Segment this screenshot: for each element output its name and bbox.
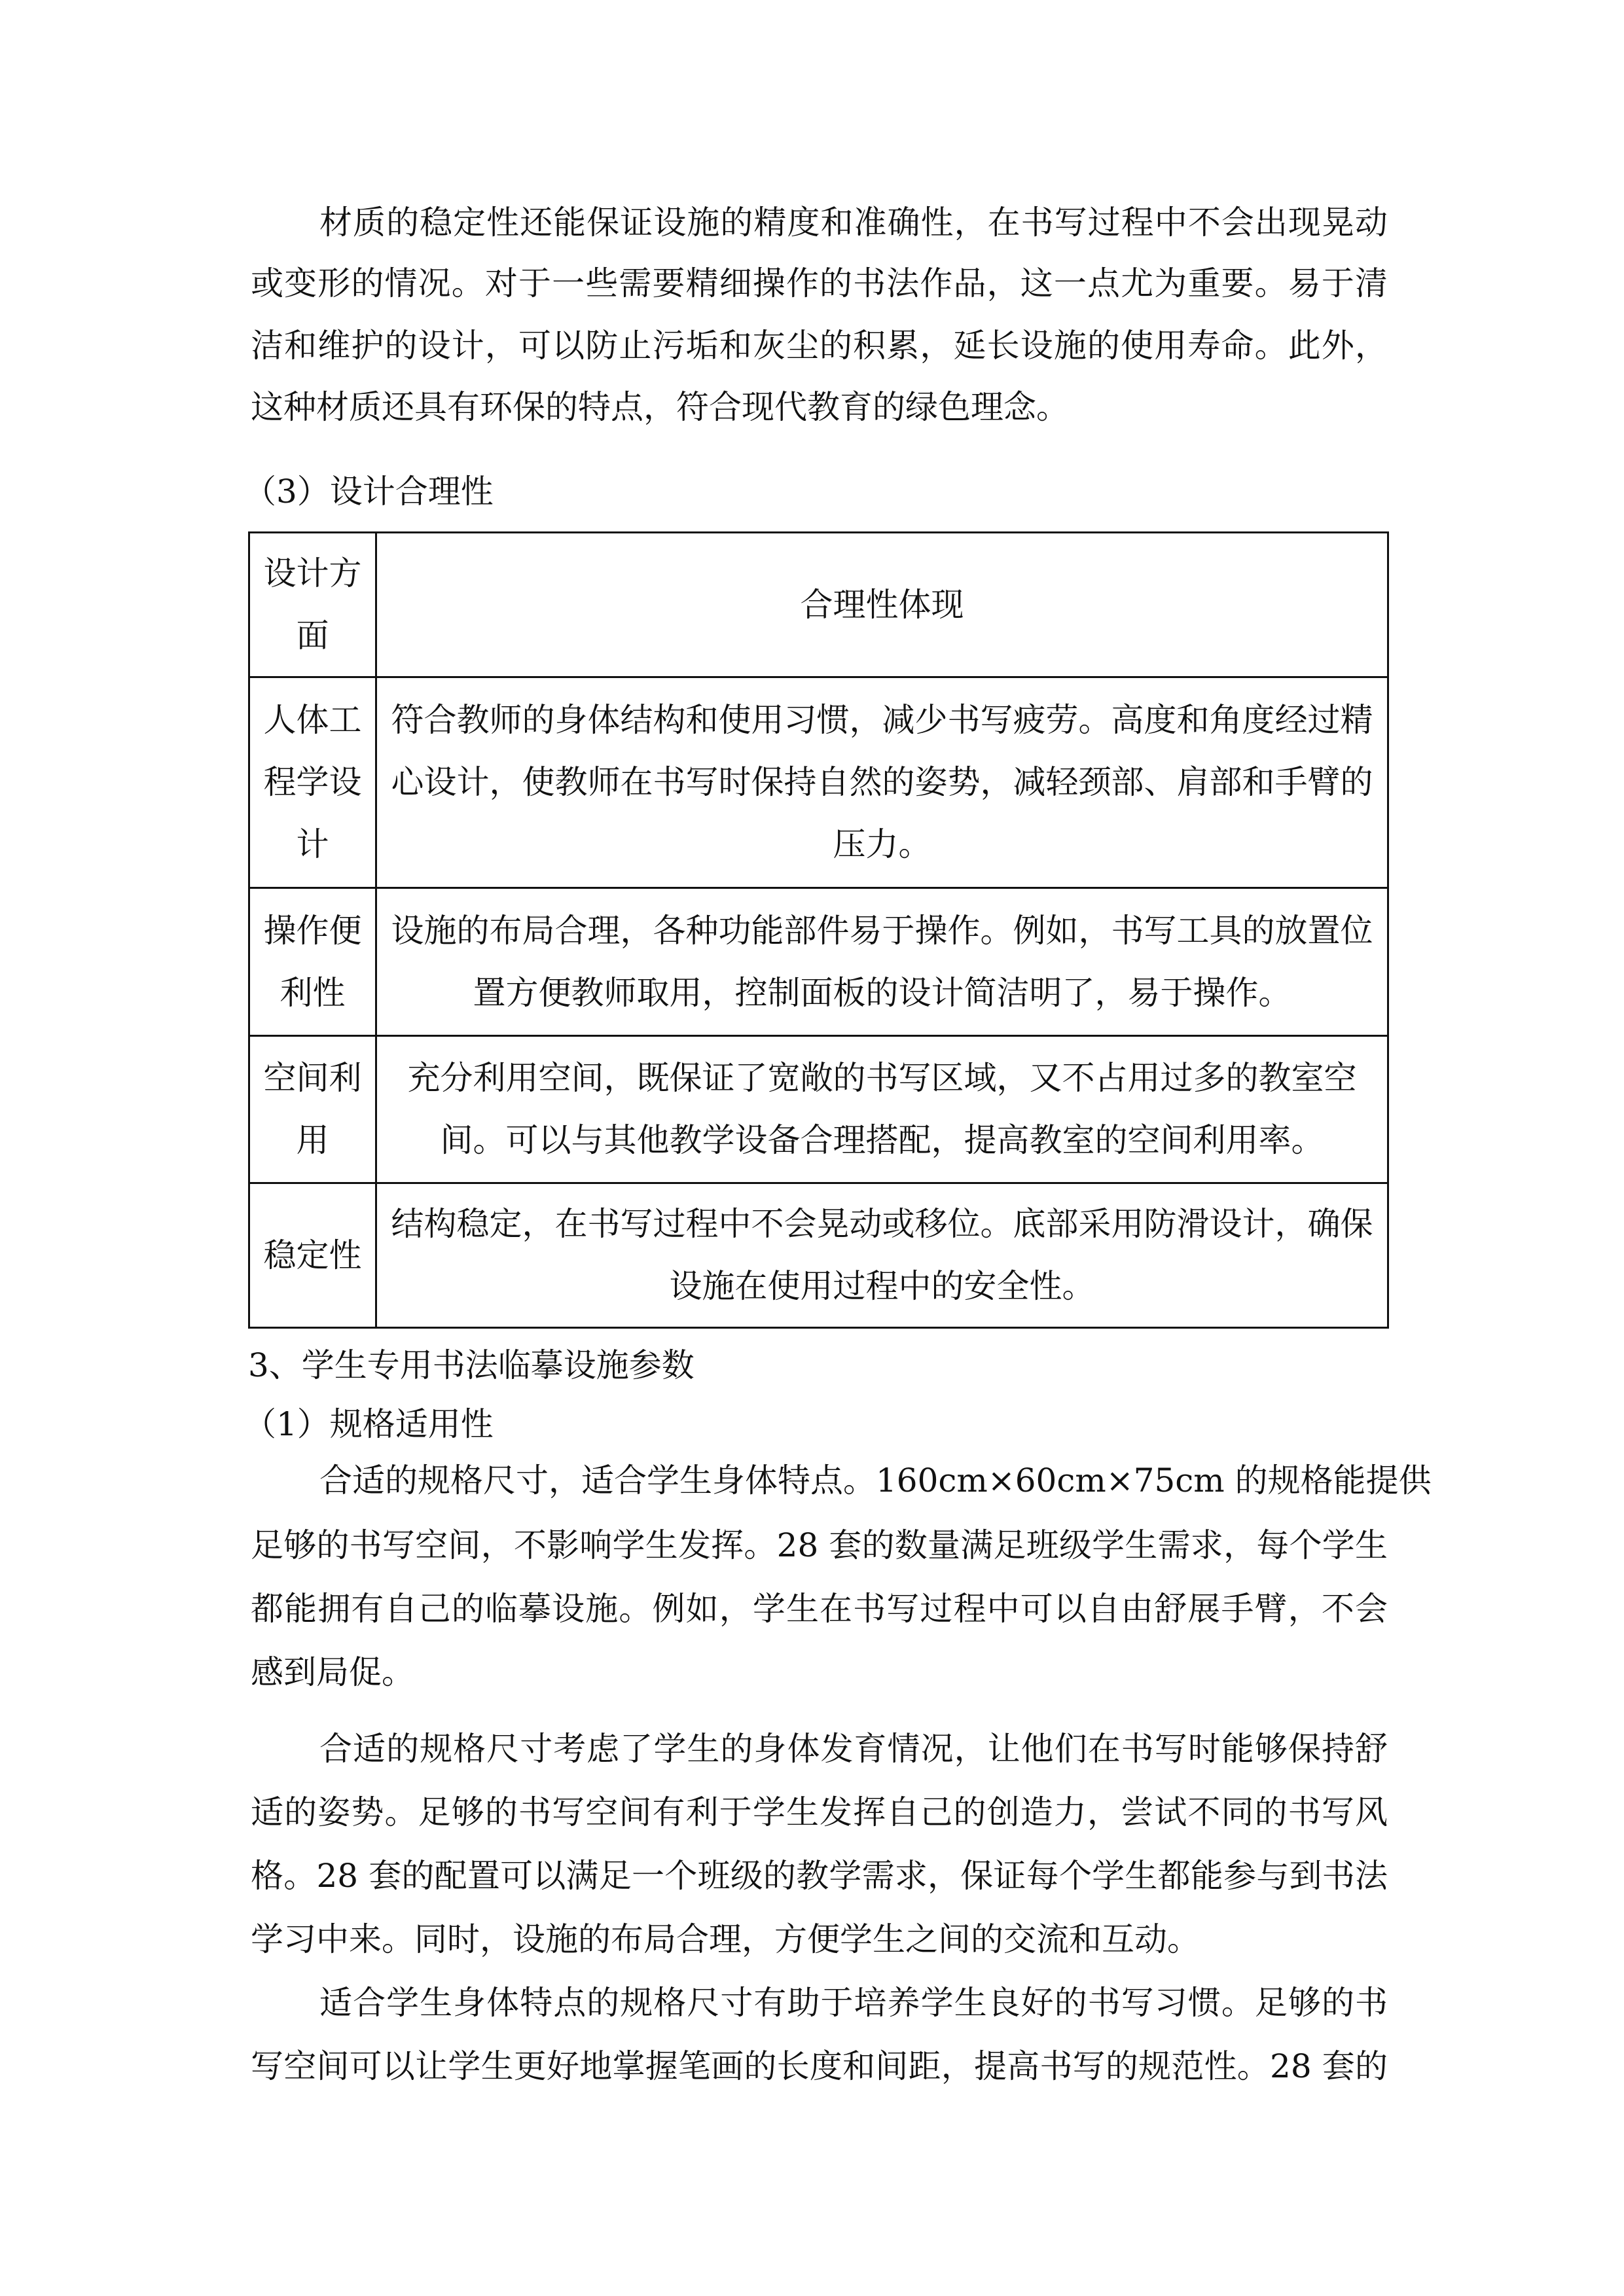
cell-aspect: 人体工 程学设 计	[249, 677, 376, 888]
cell-description: 充分利用空间，既保证了宽敞的书写区域，又不占用过多的教室空 间。可以与其他教学设备合理搭配，提高教室的空间利用率。	[376, 1036, 1388, 1183]
table-header-row	[249, 533, 1388, 677]
header-design-aspect: 设计方 面	[249, 533, 376, 677]
text-line: 适合学生身体特点的规格尺寸有助于培养学生良好的书写习惯。足够的书	[319, 1984, 1388, 2022]
section-heading: 3、学生专用书法临摹设施参数	[248, 1346, 695, 1384]
text-line: 感到局促。	[251, 1653, 414, 1691]
cell-aspect: 空间利 用	[249, 1036, 376, 1183]
cell-description: 符合教师的身体结构和使用习惯，减少书写疲劳。高度和角度经过精 心设计，使教师在书写时保持自然的姿势，减轻颈部、肩部和手臂的 压力。	[376, 677, 1388, 888]
text-line: 都能拥有自己的临摹设施。例如，学生在书写过程中可以自由舒展手臂，不会	[251, 1590, 1388, 1628]
subheading-spec: （1）规格适用性	[244, 1405, 494, 1443]
text-line: 合适的规格尺寸，适合学生身体特点。160cm×60cm×75cm 的规格能提供	[319, 1462, 1432, 1499]
cell-description: 结构稳定，在书写过程中不会晃动或移位。底部采用防滑设计，确保 设施在使用过程中的安全性。	[376, 1183, 1388, 1328]
table-row	[249, 1036, 1388, 1183]
text-line: 或变形的情况。对于一些需要精细操作的书法作品，这一点尤为重要。易于清	[251, 264, 1388, 302]
text-line: 洁和维护的设计，可以防止污垢和灰尘的积累，延长设施的使用寿命。此外，	[251, 327, 1388, 365]
header-rationality: 合理性体现	[376, 533, 1388, 677]
table-row	[249, 1183, 1388, 1328]
subheading-design-rationality: （3）设计合理性	[244, 473, 494, 511]
table-row	[249, 888, 1388, 1036]
text-line: 写空间可以让学生更好地掌握笔画的长度和间距，提高书写的规范性。28 套的	[251, 2047, 1388, 2085]
cell-aspect: 操作便 利性	[249, 888, 376, 1036]
cell-aspect: 稳定性	[249, 1183, 376, 1328]
text-line: 适的姿势。足够的书写空间有利于学生发挥自己的创造力，尝试不同的书写风	[251, 1793, 1388, 1831]
text-line: 格。28 套的配置可以满足一个班级的教学需求，保证每个学生都能参与到书法	[251, 1857, 1388, 1895]
text-line: 学习中来。同时，设施的布局合理，方便学生之间的交流和互动。	[251, 1920, 1200, 1958]
cell-description: 设施的布局合理，各种功能部件易于操作。例如，书写工具的放置位 置方便教师取用，控制面板的设计简洁明了，易于操作。	[376, 888, 1388, 1036]
text-line: 这种材质还具有环保的特点，符合现代教育的绿色理念。	[251, 388, 1069, 426]
design-rationality-table	[248, 531, 1389, 1329]
text-line: 材质的稳定性还能保证设施的精度和准确性，在书写过程中不会出现晃动	[319, 204, 1388, 242]
text-line: 合适的规格尺寸考虑了学生的身体发育情况，让他们在书写时能够保持舒	[319, 1730, 1388, 1768]
table-row	[249, 677, 1388, 888]
text-line: 足够的书写空间，不影响学生发挥。28 套的数量满足班级学生需求，每个学生	[251, 1526, 1388, 1564]
